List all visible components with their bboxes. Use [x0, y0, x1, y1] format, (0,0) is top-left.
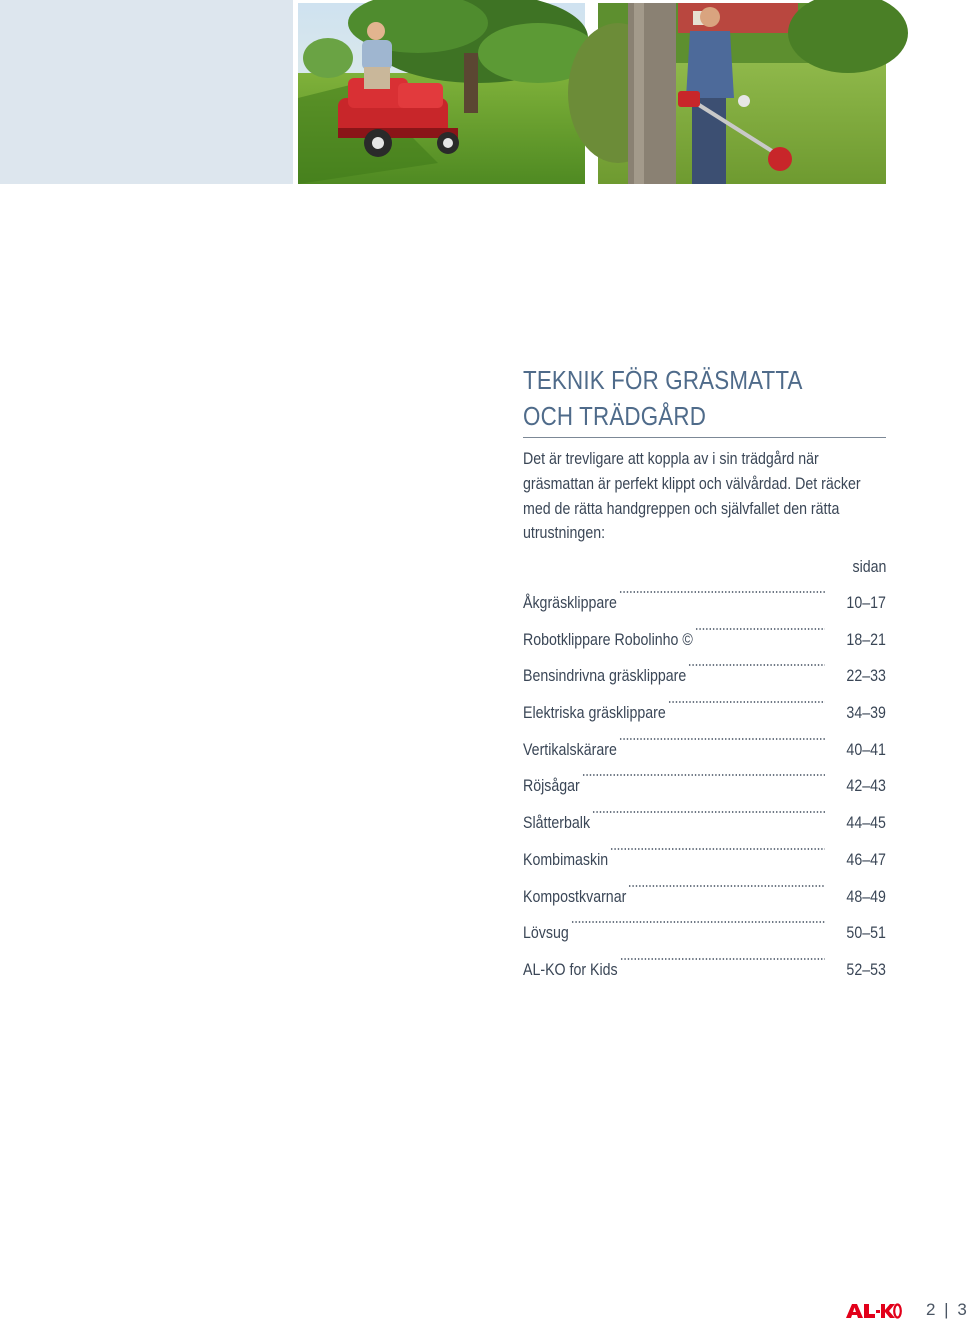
toc-row[interactable] [523, 631, 886, 668]
toc-row[interactable] [523, 888, 886, 925]
page-number: 2 | 3 [926, 1300, 969, 1319]
toc-leader-dots [582, 774, 825, 776]
toc-row[interactable] [523, 924, 886, 961]
toc-entry [523, 667, 825, 686]
toc-page-range: 46–47 [846, 850, 886, 869]
toc-page-range: 48–49 [846, 887, 886, 906]
table-of-contents [523, 594, 886, 998]
toc-row[interactable] [523, 741, 886, 778]
toc-page-range: 42–43 [846, 777, 886, 796]
toc-entry-title: Vertikalskärare [523, 740, 617, 759]
toc-entry-title: Robotklippare Robolinho © [523, 630, 693, 649]
title-divider [523, 437, 886, 438]
toc-leader-dots [668, 701, 825, 703]
toc-entry-title: Elektriska gräsklippare [523, 704, 666, 723]
page-column-label: sidan [852, 558, 886, 576]
toc-leader-dots [619, 591, 825, 593]
toc-row[interactable] [523, 814, 886, 851]
toc-leader-dots [619, 738, 825, 740]
toc-entry [523, 594, 825, 613]
brush-cutter-photo-icon [598, 3, 886, 184]
toc-page-range: 50–51 [846, 924, 886, 943]
toc-leader-dots [610, 848, 825, 850]
toc-entry-title: Bensindrivna gräsklippare [523, 667, 687, 686]
toc-entry-title: Slåtterbalk [523, 814, 591, 833]
toc-entry [523, 741, 825, 760]
toc-page-range: 22–33 [846, 667, 886, 686]
title-line-1: TEKNIK FÖR GRÄSMATTA [523, 365, 803, 395]
al-ko-logo [845, 1303, 901, 1319]
toc-page-range: 44–45 [846, 814, 886, 833]
toc-row[interactable] [523, 851, 886, 888]
title-line-2: OCH TRÄDGÅRD [523, 401, 707, 431]
toc-entry-title: Åkgräsklippare [523, 594, 617, 612]
toc-leader-dots [628, 885, 825, 887]
toc-page-range: 10–17 [846, 594, 886, 612]
toc-row[interactable] [523, 594, 886, 631]
toc-leader-dots [571, 921, 825, 923]
toc-page-range: 34–39 [846, 704, 886, 723]
toc-entry [523, 961, 825, 980]
toc-row[interactable] [523, 777, 886, 814]
toc-entry [523, 814, 825, 833]
intro-paragraph: Det är trevligare att koppla av i sin trädgård när gräsmattan är perfekt klippt och välvårdad. Det räcker med de rätta handgreppen och självfallet den rätta utrustningen: [523, 450, 861, 543]
toc-row[interactable] [523, 667, 886, 704]
toc-entry [523, 777, 825, 796]
toc-entry-title: Röjsågar [523, 777, 580, 796]
toc-entry [523, 631, 825, 650]
riding-mower-photo [298, 3, 585, 184]
toc-entry [523, 888, 825, 907]
toc-page-range: 52–53 [846, 960, 886, 979]
riding-mower-photo-icon [298, 3, 585, 184]
toc-leader-dots [688, 664, 825, 666]
header-accent-panel [0, 0, 293, 184]
toc-page-range: 18–21 [846, 630, 886, 649]
toc-entry-title: AL-KO for Kids [523, 960, 618, 979]
page-title [523, 362, 884, 434]
toc-entry-title: Lövsug [523, 924, 569, 943]
toc-entry [523, 704, 825, 723]
toc-entry [523, 924, 825, 943]
toc-entry-title: Kombimaskin [523, 850, 609, 869]
toc-leader-dots [620, 958, 825, 960]
brush-cutter-photo [598, 3, 886, 184]
toc-page-range: 40–41 [846, 740, 886, 759]
toc-row[interactable] [523, 961, 886, 998]
toc-leader-dots [695, 628, 825, 630]
toc-entry [523, 851, 825, 870]
section-header [523, 362, 886, 434]
toc-row[interactable] [523, 704, 886, 741]
toc-entry-title: Kompostkvarnar [523, 887, 627, 906]
toc-leader-dots [592, 811, 825, 813]
